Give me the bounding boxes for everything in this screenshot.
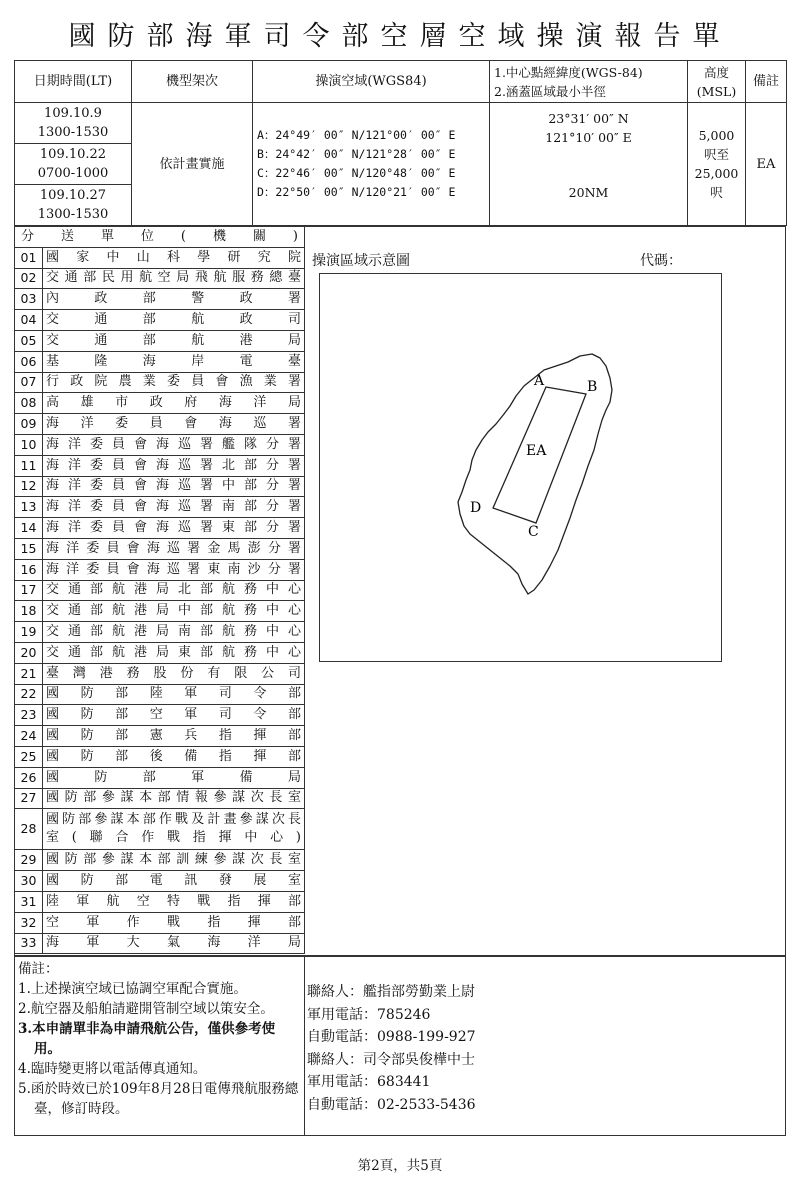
unit-name: 內政部警政署	[43, 289, 305, 310]
contact-person-2: 聯絡人：司令部吳俊樺中士	[307, 1051, 475, 1068]
unit-number: 33	[15, 933, 43, 954]
unit-name: 交通部航港局中部航務中心	[43, 601, 305, 622]
unit-name: 海洋委員會海巡署北部分署	[43, 455, 305, 476]
unit-name: 海洋委員會海巡署艦隊分署	[43, 434, 305, 455]
note-4: 4.臨時變更將以電話傳真通知。	[18, 1061, 207, 1077]
unit-name: 國防部後備指揮部	[43, 746, 305, 767]
table-row	[15, 538, 305, 559]
distribution-list	[14, 226, 305, 954]
unit-number: 06	[15, 351, 43, 372]
unit-name: 交通部航政司	[43, 310, 305, 331]
unit-number: 18	[15, 601, 43, 622]
radius: 20NM	[568, 185, 609, 200]
area-point-d: D：22°50′ 00″ N/120°21′ 00″ E	[257, 185, 456, 199]
header-altitude	[688, 61, 746, 103]
unit-name: 國家中山科學研究院	[43, 247, 305, 268]
unit-name: 空軍作戰指揮部	[43, 912, 305, 933]
contact-info	[307, 981, 476, 1116]
table-row	[15, 330, 305, 351]
exercise-info-table	[14, 60, 787, 226]
map-caption: 操演區域示意圖	[312, 253, 410, 269]
unit-name: 交通部民用航空局飛航服務總臺	[43, 268, 305, 289]
unit-number: 32	[15, 912, 43, 933]
table-row	[15, 580, 305, 601]
header-center-line1: 1.中心點經緯度(WGS-84)	[494, 64, 643, 80]
area-cell	[253, 103, 490, 226]
contact-person-1: 聯絡人：艦指部勞勤業上尉	[307, 984, 475, 1000]
unit-name-line1: 國防部參謀本部作戰及計畫參謀次長	[46, 812, 301, 828]
table-row	[15, 684, 305, 705]
military-phone-2: 軍用電話：683441	[307, 1074, 431, 1090]
table-row	[15, 372, 305, 393]
exercise-area-map	[319, 273, 722, 662]
unit-name: 交通部航港局北部航務中心	[43, 580, 305, 601]
table-row	[15, 247, 305, 268]
table-row	[15, 497, 305, 518]
code-label: 代碼：	[640, 253, 682, 269]
note-1: 1.上述操演空域已協調空軍配合實施。	[18, 981, 247, 997]
table-row	[15, 455, 305, 476]
unit-number: 11	[15, 455, 43, 476]
unit-number: 01	[15, 247, 43, 268]
unit-number: 04	[15, 310, 43, 331]
point-label-a: A	[534, 373, 545, 389]
unit-name: 海洋委員會海巡署中部分署	[43, 476, 305, 497]
table-row	[15, 310, 305, 331]
area-label-ea: EA	[526, 443, 547, 459]
table-row	[15, 663, 305, 684]
table-row	[15, 476, 305, 497]
unit-number: 27	[15, 788, 43, 809]
aircraft-cell: 依計畫實施	[132, 103, 253, 226]
auto-phone-2: 自動電話：02-2533-5436	[307, 1096, 476, 1113]
area-point-a: A：24°49′ 00″ N/121°00′ 00″ E	[257, 128, 456, 142]
altitude-cell	[688, 103, 746, 226]
unit-name: 國防部參謀本部情報參謀次長室	[43, 788, 305, 809]
table-row	[15, 788, 305, 809]
table-row	[15, 268, 305, 289]
table-row	[15, 642, 305, 663]
table-row	[15, 559, 305, 580]
notes-heading: 備註：	[18, 961, 59, 977]
table-row	[15, 933, 305, 954]
notes-list	[15, 957, 305, 1135]
date-1: 109.10.9	[44, 106, 102, 121]
table-row	[15, 767, 305, 788]
unit-name: 海洋委員會海巡署金馬澎分署	[43, 538, 305, 559]
header-altitude-line2: (MSL)	[696, 83, 737, 99]
header-center	[490, 61, 688, 103]
header-datetime: 日期時間(LT)	[15, 61, 132, 103]
header-altitude-line1: 高度	[703, 64, 729, 80]
unit-name: 國防部空軍司令部	[43, 705, 305, 726]
header-center-line2: 2.涵蓋區域最小半徑	[494, 83, 606, 99]
unit-name: 國防部陸軍司令部	[43, 684, 305, 705]
point-label-b: B	[587, 379, 598, 395]
unit-number: 30	[15, 871, 43, 892]
note-2: 2.航空器及船舶請避開管制空域以策安全。	[18, 1001, 274, 1017]
time-3: 1300-1530	[37, 207, 109, 222]
table-row	[15, 891, 305, 912]
table-row	[15, 434, 305, 455]
header-remark: 備註	[746, 61, 787, 103]
table-row	[15, 912, 305, 933]
unit-number: 12	[15, 476, 43, 497]
unit-number: 24	[15, 726, 43, 747]
military-phone-1: 軍用電話：785246	[307, 1006, 431, 1023]
unit-number: 03	[15, 289, 43, 310]
unit-name: 基隆海岸電臺	[43, 351, 305, 372]
altitude-2: 呎至	[703, 147, 729, 162]
table-row	[15, 518, 305, 539]
altitude-4: 呎	[710, 185, 723, 200]
unit-number: 02	[15, 268, 43, 289]
unit-number: 28	[15, 809, 43, 850]
unit-name: 陸軍航空特戰指揮部	[43, 891, 305, 912]
date-cell-1	[15, 103, 132, 144]
unit-number: 14	[15, 518, 43, 539]
auto-phone-1: 自動電話：0988-199-927	[307, 1029, 476, 1045]
unit-number: 19	[15, 622, 43, 643]
time-2: 0700-1000	[37, 166, 109, 181]
unit-name: 國防部軍備局	[43, 767, 305, 788]
unit-number: 17	[15, 580, 43, 601]
unit-name-line2: 室(聯合作戰指揮中心)	[46, 830, 301, 846]
notes-section	[14, 956, 786, 1136]
note-5: 5.函於時效已於109年8月28日電傳飛航服務總臺，修訂時段。	[18, 1081, 299, 1117]
unit-number: 09	[15, 414, 43, 435]
date-cell-3	[15, 185, 132, 226]
table-row	[15, 414, 305, 435]
unit-name: 高雄市政府海洋局	[43, 393, 305, 414]
header-area: 操演空域(WGS84)	[253, 61, 490, 103]
altitude-1: 5,000	[698, 128, 735, 143]
area-point-c: C：22°46′ 00″ N/120°48′ 00″ E	[257, 166, 456, 180]
remark-cell: EA	[746, 103, 787, 226]
point-label-c: C	[528, 524, 539, 540]
unit-name: 交通部航港局南部航務中心	[43, 622, 305, 643]
distribution-heading: 分送單位(機關)	[15, 227, 305, 248]
unit-name: 海洋委員會海巡署東南沙分署	[43, 559, 305, 580]
table-row	[15, 850, 305, 871]
unit-number: 13	[15, 497, 43, 518]
center-cell	[490, 103, 688, 226]
taiwan-map-svg	[320, 274, 721, 661]
unit-number: 23	[15, 705, 43, 726]
unit-number: 16	[15, 559, 43, 580]
unit-number: 21	[15, 663, 43, 684]
table-row	[15, 601, 305, 622]
page-footer: 第2頁，共5頁	[357, 1158, 443, 1174]
unit-name: 交通部航港局	[43, 330, 305, 351]
table-row	[15, 622, 305, 643]
header-aircraft: 機型架次	[132, 61, 253, 103]
unit-number: 15	[15, 538, 43, 559]
unit-name: 國防部電訊發展室	[43, 871, 305, 892]
note-3: 3.本申請單非為申請飛航公告，僅供參考使用。	[18, 1021, 276, 1057]
unit-number: 05	[15, 330, 43, 351]
center-lon: 121°10′ 00″ E	[545, 130, 632, 145]
area-point-b: B：24°42′ 00″ N/121°28′ 00″ E	[257, 147, 456, 161]
unit-number: 10	[15, 434, 43, 455]
point-label-d: D	[470, 500, 482, 516]
unit-number: 31	[15, 891, 43, 912]
unit-number: 26	[15, 767, 43, 788]
table-row	[15, 746, 305, 767]
unit-name: 海洋委員會海巡署東部分署	[43, 518, 305, 539]
unit-number: 25	[15, 746, 43, 767]
document-title: 國防部海軍司令部空層空域操演報告單	[68, 21, 732, 52]
table-row	[15, 871, 305, 892]
unit-name: 臺灣港務股份有限公司	[43, 663, 305, 684]
table-row	[15, 289, 305, 310]
time-1: 1300-1530	[37, 125, 109, 140]
table-row	[15, 809, 305, 850]
date-2: 109.10.22	[39, 147, 107, 162]
center-lat: 23°31′ 00″ N	[548, 111, 629, 126]
unit-number: 08	[15, 393, 43, 414]
unit-name: 國防部憲兵指揮部	[43, 726, 305, 747]
unit-number: 22	[15, 684, 43, 705]
unit-name: 海洋委員會海巡署南部分署	[43, 497, 305, 518]
table-row	[15, 351, 305, 372]
unit-name: 國防部參謀本部訓練參謀次長室	[43, 850, 305, 871]
unit-number: 20	[15, 642, 43, 663]
unit-name	[43, 809, 305, 850]
unit-name: 海軍大氣海洋局	[43, 933, 305, 954]
table-row	[15, 705, 305, 726]
altitude-3: 25,000	[694, 166, 739, 181]
date-cell-2	[15, 144, 132, 185]
table-row	[15, 393, 305, 414]
unit-number: 29	[15, 850, 43, 871]
table-row	[15, 726, 305, 747]
unit-name: 行政院農業委員會漁業署	[43, 372, 305, 393]
unit-name: 交通部航港局東部航務中心	[43, 642, 305, 663]
unit-number: 07	[15, 372, 43, 393]
unit-name: 海洋委員會海巡署	[43, 414, 305, 435]
date-3: 109.10.27	[39, 188, 107, 203]
